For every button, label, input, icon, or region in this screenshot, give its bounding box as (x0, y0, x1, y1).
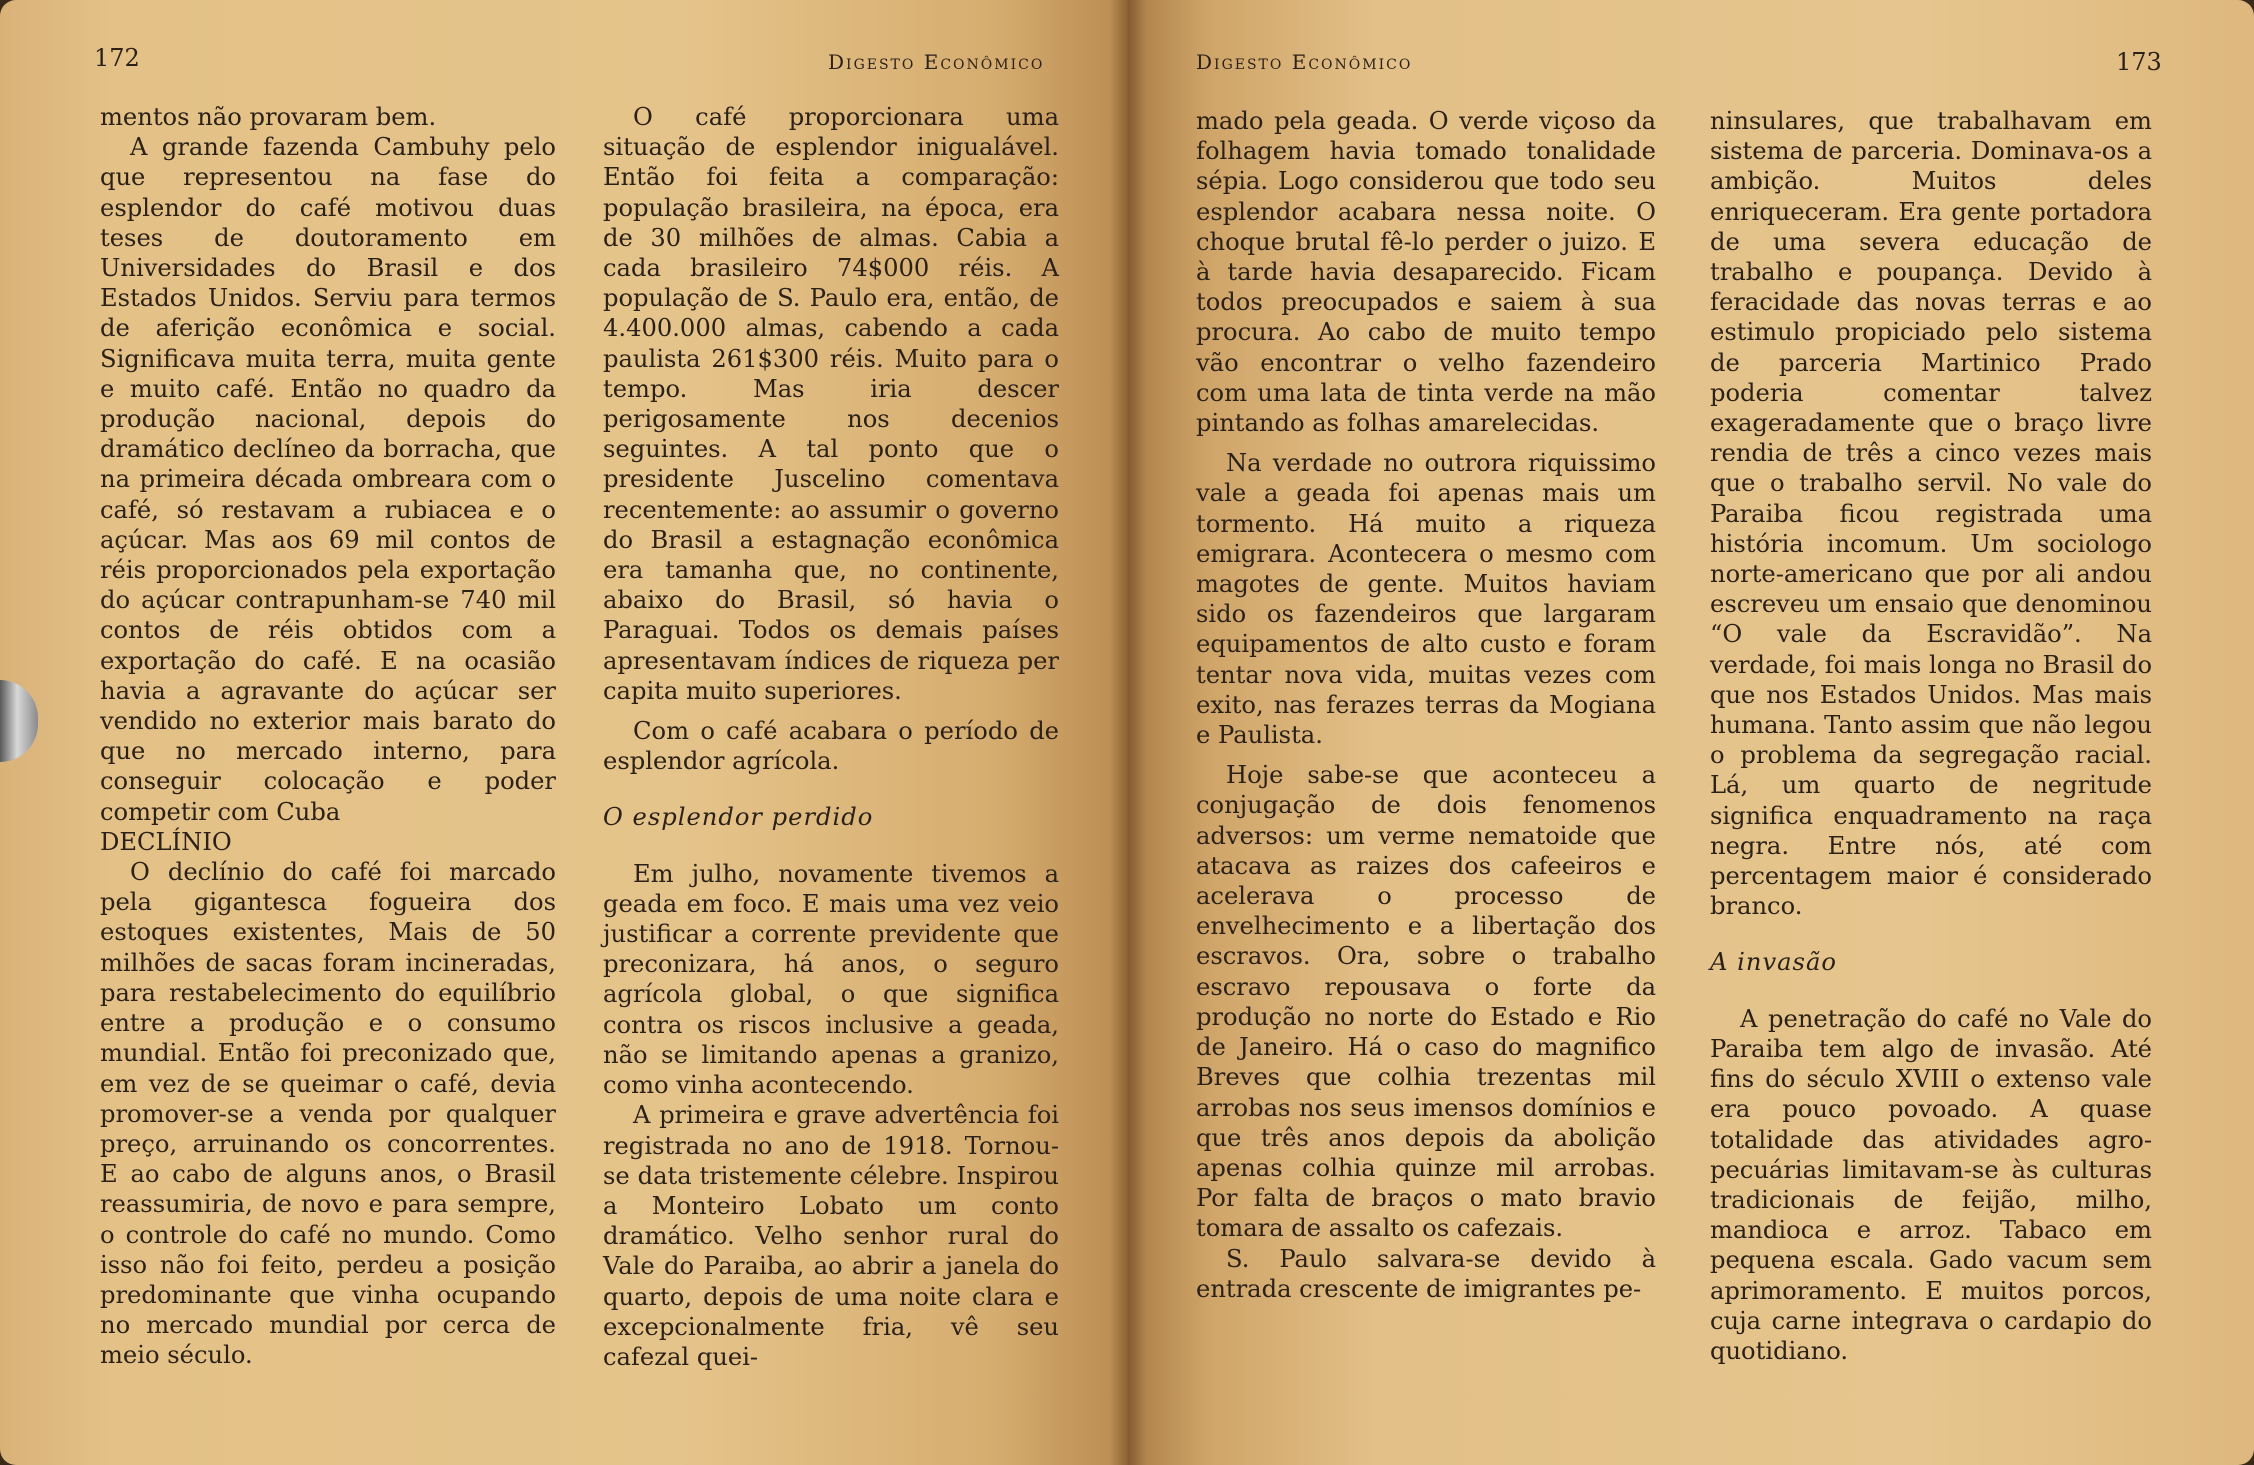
section-heading-invasao: A invasão (1710, 948, 1837, 977)
paragraph: ninsulares, que trabalhavam em sistema de parceria. Dominava-os a ambição. Muitos deles enriqueceram. Era gente portadora de uma severa educação de trabalho e poupança. Devido à feracidade das novas terras e ao estimulo propiciado pelo sistema de parceria Martinico Prado poderia comentar talvez exageradamente que o braço livre rendia de três a cinco vezes mais que o trabalho servil. No vale do Paraiba ficou registrada uma história incomum. Um sociologo norte-americano que por ali andou escreveu um ensaio que denominou “O vale da Escravidão”. Na verdade, foi mais longa no Brasil do que nos Estados Unidos. Mas mais humana. Tanto assim que não legou o problema da segregação racial. Lá, um quarto de negritude significa enquadramento na raça negra. Entre nós, até com percentagem maior é considerado branco. (1710, 107, 2152, 921)
paragraph: Hoje sabe-se que aconteceu a conjugação de dois fenomenos adversos: um verme nematoide que atacava as raizes dos cafeeiros e acelerava o processo de envelhecimento e a libertação dos escravos. Ora, sobre o trabalho escravo repousava o forte da produção no norte do Estado e Rio de Janeiro. Há o caso do magnifico Breves que colhia trezentas mil arrobas nos seus imensos domínios e que três anos depois da abolição apenas colhia quinze mil arrobas. Por falta de braços o mato bravio tomara de assalto os cafezais. (1196, 761, 1656, 1243)
paragraph: Em julho, novamente tivemos a geada em foco. E mais uma vez veio justificar a corrente previdente que preconizara, há anos, o seguro agrícola global, o que significa contra os riscos inclusive a geada, não se limitando apenas a granizo, como vinha acontecendo. (603, 859, 1059, 1100)
paragraph: A penetração do café no Vale do Paraiba tem algo de invasão. Até fins do século XVIII o extenso vale era pouco povoado. A quase totalidade das atividades agro-pecuárias limitavam-se às culturas tradicionais de feijão, milho, mandioca e arroz. Tabaco em pequena escala. Gado vacum sem aprimoramento. E muitos porcos, cuja carne integrava o cardapio do quotidiano. (1710, 1004, 2152, 1365)
right-page-column-1 (1196, 106, 1656, 1304)
paragraph: mentos não provaram bem. (100, 103, 437, 131)
right-page-column-2 (1710, 106, 2152, 1366)
page-number-left: 172 (94, 44, 140, 72)
paragraph: O café proporcionara uma situação de esplendor inigualável. Então foi feita a comparação: população brasileira, na época, era de 30 milhões de almas. Cabia a cada brasileiro 74$000 réis. A população de S. Paulo era, então, de 4.400.000 almas, cabendo a cada paulista 261$300 réis. Muito para o tempo. Mas iria descer perigosamente nos decenios seguintes. A tal ponto que o presidente Juscelino comentava recentemente: ao assumir o governo do Brasil a estagnação econômica era tamanha que, no continente, abaixo do Brasil, só havia o Paraguai. Todos os demais países apresentavam índices de riqueza per capita muito superiores. (603, 103, 1059, 705)
paragraph: mado pela geada. O verde viçoso da folhagem havia tomado tonalidade sépia. Logo considerou que todo seu esplendor acabara nessa noite. O choque brutal fê-lo perder o juizo. E à tarde havia desaparecido. Ficam todos preocupados e saiem à sua procura. Ao cabo de muito tempo vão encontrar o velho fazendeiro com uma lata de tinta verde na mão pintando as folhas amarelecidas. (1196, 107, 1656, 438)
paragraph: A grande fazenda Cambuhy pelo que representou na fase do esplendor do café motivou duas teses de doutoramento em Universidades do Brasil e dos Estados Unidos. Serviu para termos de aferição econômica e social. Significava muita terra, muita gente e muito café. Então no quadro da produção nacional, depois do dramático declíneo da borracha, que na primeira década ombreara com o café, só restavam a rubiacea e o açúcar. Mas aos 69 mil contos de réis proporcionados pela exportação do açúcar contrapunham-se 740 mil contos de réis obtidos com a exportação do café. E na ocasião havia a agravante do açúcar ser vendido no exterior mais barato do que no mercado interno, para conseguir colocação e poder competir com Cuba (100, 133, 556, 826)
running-head-right: Digesto Econômico (1196, 50, 1413, 74)
paragraph: O declínio do café foi marcado pela gigantesca fogueira dos estoques existentes, Mais de 50 milhões de sacas foram incineradas, para restabelecimento do equilíbrio entre a produção e o consumo mundial. Então foi preconizado que, em vez de se queimar o café, devia promover-se a venda por qualquer preço, arruinando os concorrentes. E ao cabo de alguns anos, o Brasil reassumiria, de novo e para sempre, o controle do café no mundo. Como isso não foi feito, perdeu a posição predominante que vinha ocupando no mercado mundial por cerca de meio século. (100, 858, 556, 1370)
page-number-right: 173 (2116, 48, 2162, 76)
binder-clip (0, 680, 38, 762)
section-heading-esplendor-perdido: O esplendor perdido (603, 803, 874, 832)
section-heading-declinio: DECLÍNIO (100, 827, 232, 856)
paragraph: Na verdade no outrora riquissimo vale a geada foi apenas mais um tormento. Há muito a riqueza emigrara. Acontecera o mesmo com magotes de gente. Muitos haviam sido os fazendeiros que largaram equipamentos de alto custo e foram tentar nova vida, muitas vezes com exito, nas ferazes terras da Mogiana e Paulista. (1196, 449, 1656, 750)
left-page-column-1 (100, 102, 556, 1371)
paragraph: Com o café acabara o período de esplendor agrícola. (603, 717, 1059, 776)
running-head-left: Digesto Econômico (828, 50, 1045, 74)
left-page-column-2 (603, 102, 1059, 1372)
book-gutter (1110, 0, 1146, 1465)
right-page (1128, 0, 2254, 1465)
paragraph: A primeira e grave advertência foi registrada no ano de 1918. Tornou-se data tristemente célebre. Inspirou a Monteiro Lobato um conto dramático. Velho senhor rural do Vale do Paraiba, ao abrir a janela do quarto, depois de uma noite clara e excepcionalmente fria, vê seu cafezal quei- (603, 1101, 1059, 1371)
paragraph: S. Paulo salvara-se devido à entrada crescente de imigrantes pe- (1196, 1244, 1656, 1303)
